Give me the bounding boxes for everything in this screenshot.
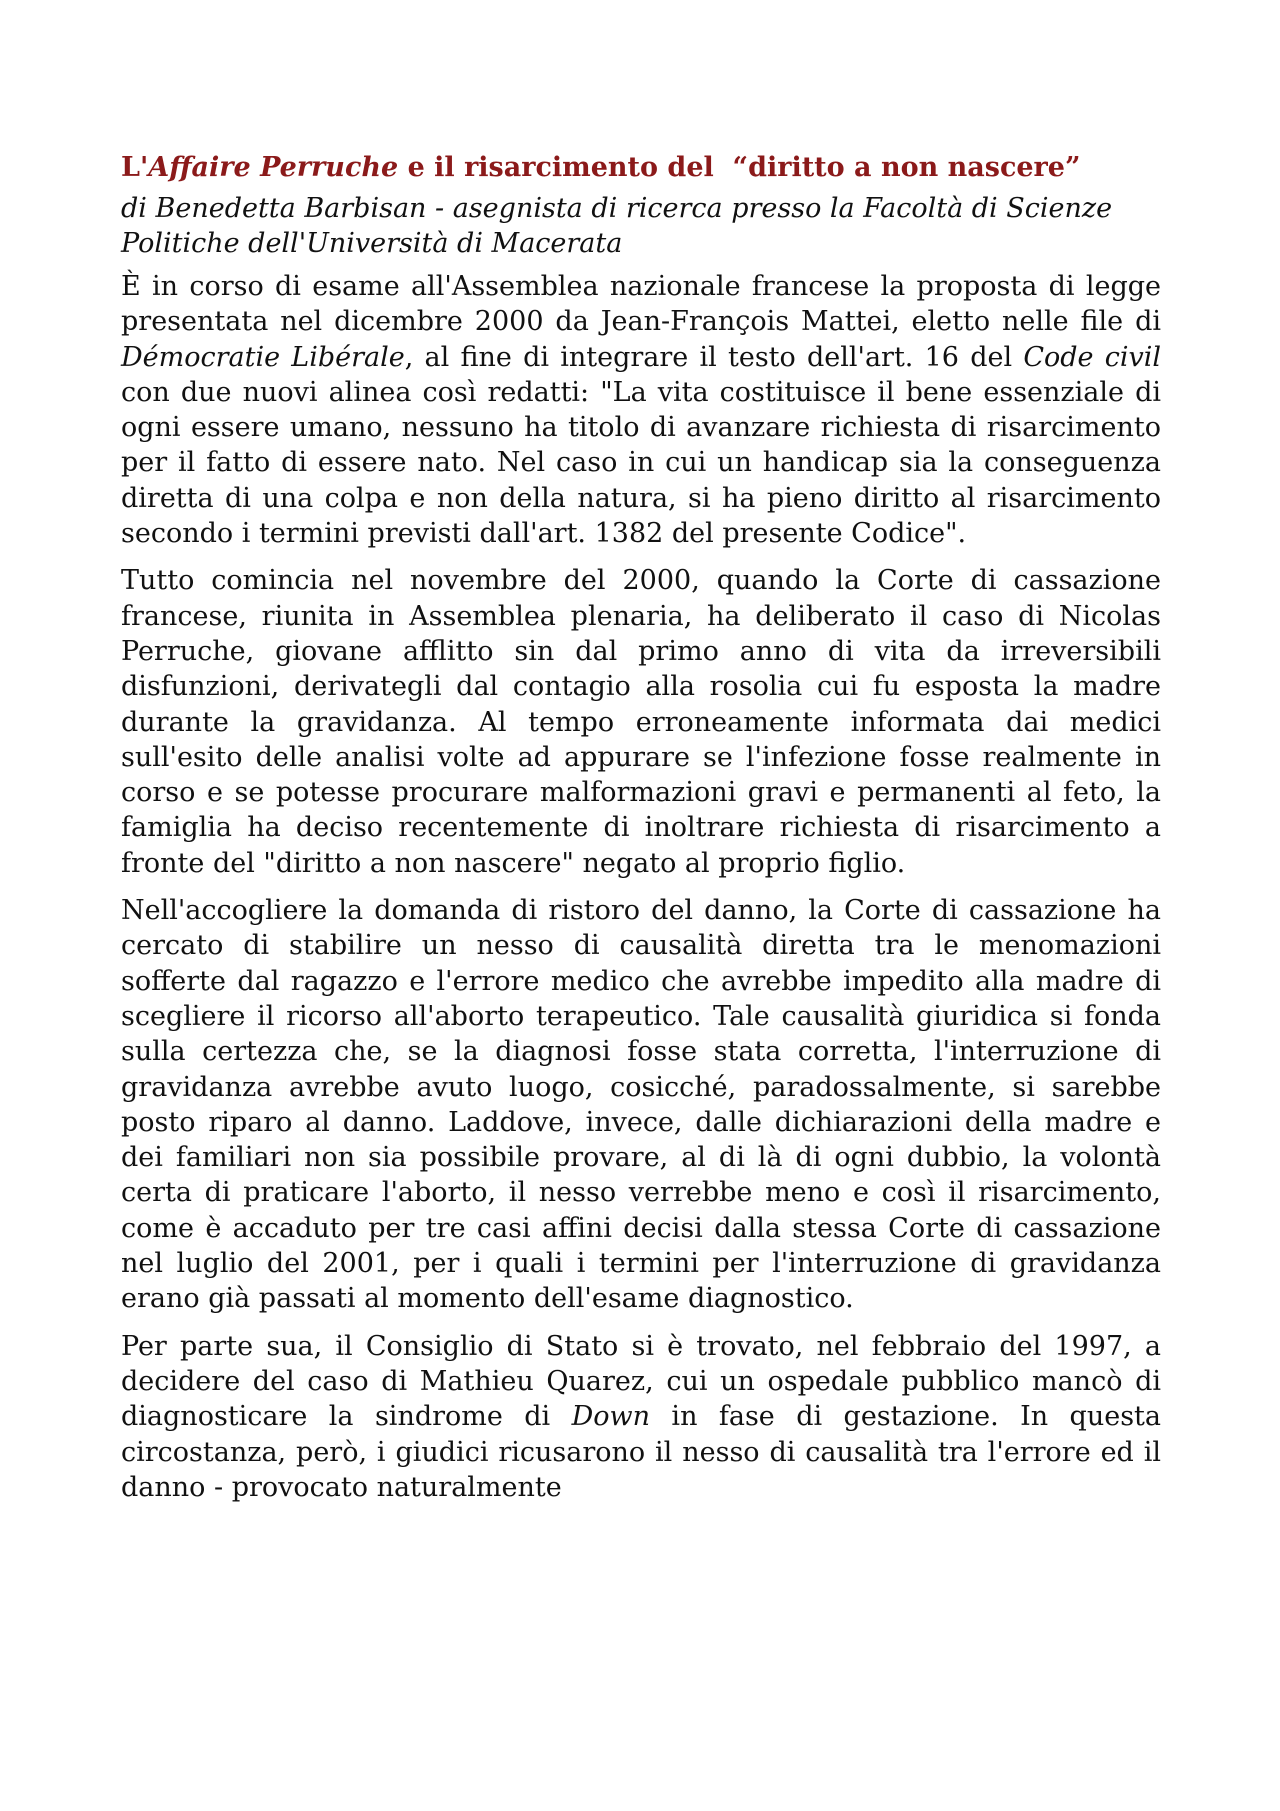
paragraph-4 bbox=[121, 1329, 1161, 1505]
article-title bbox=[121, 150, 1161, 185]
title-italic: Affaire Perruche bbox=[148, 152, 399, 183]
title-prefix: L' bbox=[121, 152, 149, 183]
p4-italic-down: Down bbox=[571, 1401, 651, 1433]
p4-text-c: in fase di gestazione. In questa circostanza, però, i giudici ricusarono il nesso di causalità tra l'errore ed il danno - provocato naturalmente bbox=[121, 1401, 1161, 1503]
document-page bbox=[121, 150, 1161, 1517]
paragraph-3: Nell'accogliere la domanda di ristoro del danno, la Corte di cassazione ha cercato di stabilire un nesso di causalità diretta tra le menomazioni sofferte dal ragazzo e l'errore medico che avrebbe impedito alla madre di scegliere il ricorso all'aborto terapeutico. Tale causalità giuridica si fonda sulla certezza che, se la diagnosi fosse stata corretta, l'interruzione di gravidanza avrebbe avuto luogo, cosicché, paradossalmente, si sarebbe posto riparo al danno. Laddove, invece, dalle dichiarazioni della madre e dei familiari non sia possibile provare, al di là di ogni dubbio, la volontà certa di praticare l'aborto, il nesso verrebbe meno e così il risarcimento, come è accaduto per tre casi affini decisi dalla stessa Corte di cassazione nel luglio del 2001, per i quali i termini per l'interruzione di gravidanza erano già passati al momento dell'esame diagnostico. bbox=[121, 895, 1161, 1315]
p1-text-e: con due nuovi alinea così redatti: "La vita costituisce il bene essenziale di ogni essere umano, nessuno ha titolo di avanzare richiesta di risarcimento per il fatto di essere nato. Nel caso in cui un handicap sia la conseguenza diretta di una colpa e non della natura, si ha pieno diritto al risarcimento secondo i termini previsti dall'art. 1382 del presente Codice". bbox=[121, 376, 1161, 550]
title-suffix: e il risarcimento del “diritto a non nascere” bbox=[398, 152, 1081, 183]
p1-italic-code-civil: Code civil bbox=[1023, 341, 1161, 373]
p1-text-c: , al fine di integrare il testo dell'art. 16 del bbox=[404, 341, 1024, 373]
p1-text-a: È in corso di esame all'Assemblea nazionale francese la proposta di legge presentata nel dicembre 2000 da Jean-François Mattei, eletto nelle file di bbox=[121, 271, 1161, 338]
p4-text-a: Per parte sua, il Consiglio di Stato si è trovato, nel febbraio del 1997, a decidere del caso di Mathieu Quarez, cui un ospedale pubblico mancò di diagnosticare la sindrome di bbox=[121, 1330, 1161, 1433]
paragraph-2: Tutto comincia nel novembre del 2000, quando la Corte di cassazione francese, riunita in Assemblea plenaria, ha deliberato il caso di Nicolas Perruche, giovane afflitto sin dal primo anno di vita da irreversibili disfunzioni, derivategli dal contagio alla rosolia cui fu esposta la madre durante la gravidanza. Al tempo erroneamente informata dai medici sull'esito delle analisi volte ad appurare se l'infezione fosse realmente in corso e se potesse procurare malformazioni gravi e permanenti al feto, la famiglia ha deciso recentemente di inoltrare richiesta di risarcimento a fronte del "diritto a non nascere" negato al proprio figlio. bbox=[121, 565, 1161, 879]
p1-italic-democratie: Démocratie Libérale bbox=[121, 341, 405, 373]
paragraph-1 bbox=[121, 269, 1161, 551]
article-author: di Benedetta Barbisan - asegnista di ricerca presso la Facoltà di Scienze Politiche dell'Università di Macerata bbox=[121, 193, 1113, 259]
